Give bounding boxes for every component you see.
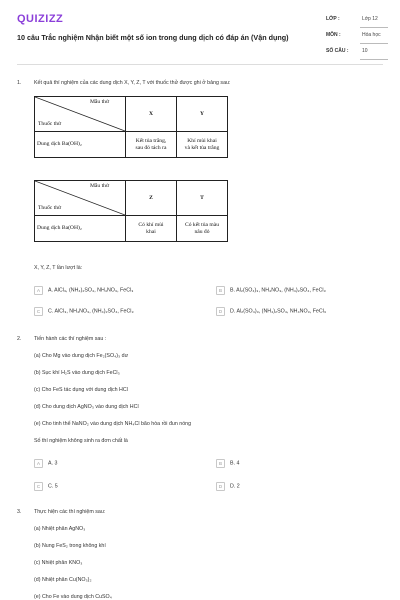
diag-bottom-label: Thuốc thử	[38, 205, 62, 212]
table-diagonal-header	[35, 97, 126, 132]
option-label: B. 4	[230, 460, 240, 467]
question-text: Thực hiện các thí nghiệm sau:	[34, 509, 106, 515]
meta-underline	[360, 59, 388, 60]
answer-checkbox[interactable]: C	[34, 482, 43, 491]
meta-count-value: 10	[362, 48, 368, 54]
question-text: Tiến hành các thí nghiệm sau :	[34, 336, 107, 342]
answer-checkbox[interactable]: A	[34, 286, 43, 295]
q2-option-a[interactable]	[34, 459, 57, 468]
row-header: Dung dịch Ba(OH)₂	[35, 132, 126, 158]
question-text: Kết quả thí nghiệm của các dung dịch X, Y, Z, T với thuốc thử được ghi ở bảng sau:	[34, 80, 231, 86]
statement-line: (d) Cho dung dịch AgNO₃ vào dung dịch HCl	[34, 404, 139, 410]
diag-top-label: Mẫu thử	[89, 183, 109, 189]
statement-line: (c) Nhiệt phân KNO₃	[34, 560, 83, 566]
cell-line: Khí mùi khai	[187, 137, 217, 144]
q1-option-d[interactable]	[216, 307, 326, 316]
column-header-z: Z	[126, 181, 177, 216]
option-label: D. Al₂(SO₄)₃, (NH₄)₂SO₄, NH₄NO₃, FeCl₃	[230, 308, 327, 315]
option-label: A. AlCl₃, (NH₄)₂SO₄, NH₄NO₃, FeCl₃	[48, 287, 134, 294]
cell-x	[126, 132, 177, 158]
statement-line: (d) Nhiệt phân Cu(NO₃)₂	[34, 577, 92, 583]
question-number: 1.	[17, 80, 22, 86]
cell-t	[177, 216, 228, 242]
answer-checkbox[interactable]: A	[34, 459, 43, 468]
cell-line: nâu đỏ	[194, 228, 210, 235]
cell-line: khai	[146, 228, 156, 235]
statement-line: (c) Cho FeS tác dụng với dung dịch HCl	[34, 387, 128, 393]
meta-class-key: LỚP :	[326, 16, 340, 22]
quizizz-logo: QUIZIZZ	[17, 13, 64, 25]
answer-checkbox[interactable]: C	[34, 307, 43, 316]
header-divider	[17, 64, 383, 65]
option-label: C. AlCl₃, NH₄NO₃, (NH₄)₂SO₄, FeCl₃	[48, 308, 134, 315]
q1-option-b[interactable]	[216, 286, 326, 295]
cell-y	[177, 132, 228, 158]
row-header: Dung dịch Ba(OH)₂	[35, 216, 126, 242]
answer-checkbox[interactable]: D	[216, 482, 225, 491]
result-table-2	[34, 180, 228, 242]
q2-option-c[interactable]	[34, 482, 58, 491]
option-label: C. 5	[48, 483, 58, 490]
meta-class-row	[326, 13, 386, 29]
meta-underline	[360, 27, 388, 28]
statement-line: (e) Cho tinh thể NaNO₂ vào dung dịch NH₄Cl bão hòa rồi đun nóng	[34, 421, 192, 427]
cell-line: Kết tủa trắng,	[135, 137, 167, 144]
statement-line: (b) Nung FeS₂ trong không khí	[34, 543, 106, 549]
result-table-1	[34, 96, 228, 158]
statement-line: (a) Cho Mg vào dung dịch Fe₂(SO₄)₃ dư	[34, 353, 129, 359]
option-label: A. 3	[48, 460, 58, 467]
diag-bottom-label: Thuốc thử	[38, 121, 62, 128]
statement-line: (b) Sục khí H₂S vào dung dịch FeCl₃	[34, 370, 120, 376]
diag-top-label: Mẫu thử	[89, 99, 109, 105]
statement-line: (a) Nhiệt phân AgNO₃	[34, 526, 86, 532]
q1-option-a[interactable]	[34, 286, 133, 295]
meta-subject-row	[326, 29, 386, 45]
cell-line: sau đó tách ra	[135, 144, 167, 151]
question-prompt: X, Y, Z, T lần lượt là:	[34, 265, 83, 271]
column-header-t: T	[177, 181, 228, 216]
answer-checkbox[interactable]: B	[216, 286, 225, 295]
option-label: D. 2	[230, 483, 240, 490]
answer-checkbox[interactable]: B	[216, 459, 225, 468]
meta-class-value: Lớp 12	[362, 16, 378, 22]
question-number: 3.	[17, 509, 22, 515]
question-number: 2.	[17, 336, 22, 342]
q2-option-b[interactable]	[216, 459, 239, 468]
document-title: 10 câu Trắc nghiệm Nhận biết một số ion trong dung dịch có đáp án (Vận dụng)	[17, 33, 289, 42]
cell-line: và kết tủa trắng	[184, 144, 220, 151]
meta-subject-key: MÔN :	[326, 32, 341, 38]
meta-count-key: SỐ CÂU :	[326, 48, 349, 54]
q1-option-c[interactable]	[34, 307, 134, 316]
meta-underline	[360, 43, 388, 44]
meta-panel	[326, 13, 386, 61]
cell-line: Có kết tủa màu	[184, 221, 220, 228]
column-header-x: X	[126, 97, 177, 132]
cell-line: Có khí mùi	[138, 221, 164, 228]
option-label: B. Al₂(SO₄)₃, NH₄NO₃, (NH₄)₂SO₄, FeCl₃	[230, 287, 326, 294]
statement-line: (e) Cho Fe vào dung dịch CuSO₄	[34, 594, 112, 600]
meta-count-row	[326, 45, 386, 61]
question-prompt: Số thí nghiệm không sinh ra đơn chất là	[34, 438, 128, 444]
q2-option-d[interactable]	[216, 482, 240, 491]
meta-subject-value: Hóa học	[362, 32, 381, 38]
column-header-y: Y	[177, 97, 228, 132]
cell-z	[126, 216, 177, 242]
table-diagonal-header	[35, 181, 126, 216]
answer-checkbox[interactable]: D	[216, 307, 225, 316]
